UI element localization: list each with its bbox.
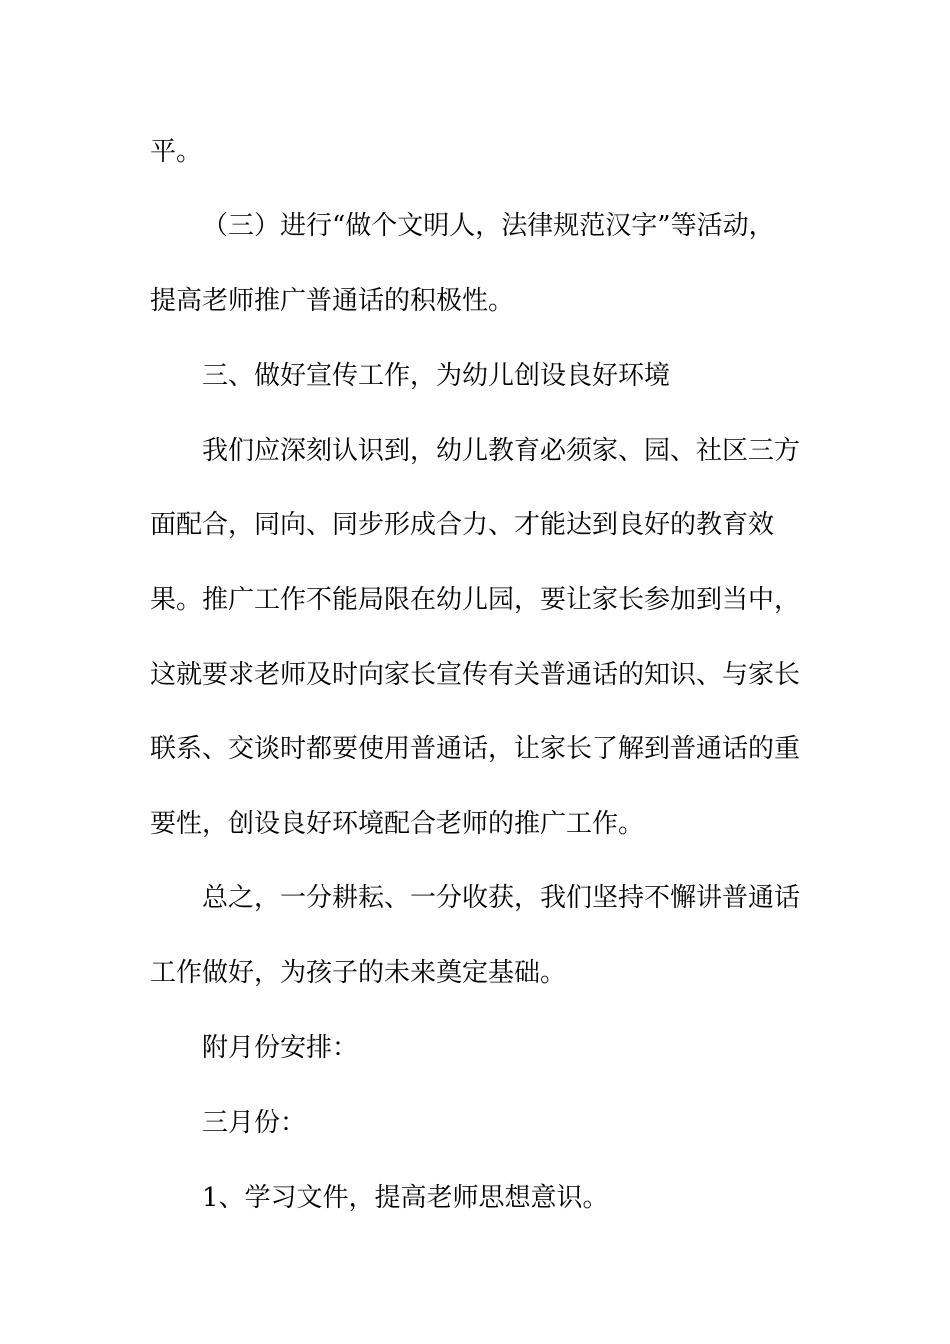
text-line: 面配合，同向、同步形成合力、才能达到良好的教育效	[150, 510, 775, 540]
text-line: 联系、交谈时都要使用普通话，让家长了解到普通话的重	[150, 734, 801, 764]
text-line: 附月份安排：	[202, 1033, 359, 1063]
text-line: 总之，一分耕耘、一分收获，我们坚持不懈讲普通话	[202, 883, 801, 913]
section-heading: 三、做好宣传工作，为幼儿创设良好环境	[202, 361, 671, 391]
text-line: 这就要求老师及时向家长宣传有关普通话的知识、与家长	[150, 660, 801, 690]
text-line: 果。推广工作不能局限在幼儿园，要让家长参加到当中，	[150, 585, 801, 615]
list-item: 1、学习文件，提高老师思想意识。	[202, 1183, 609, 1213]
text-line: 三月份：	[202, 1108, 307, 1138]
text-line: 提高老师推广普通话的积极性。	[150, 286, 515, 316]
text-line: 工作做好，为孩子的未来奠定基础。	[150, 958, 567, 988]
text-line: 要性，创设良好环境配合老师的推广工作。	[150, 809, 645, 839]
text-line: （三）进行“做个文明人，法律规范汉字”等活动，	[202, 211, 775, 241]
text-line: 平。	[150, 137, 203, 167]
text-line: 我们应深刻认识到，幼儿教育必须家、园、社区三方	[202, 436, 801, 466]
